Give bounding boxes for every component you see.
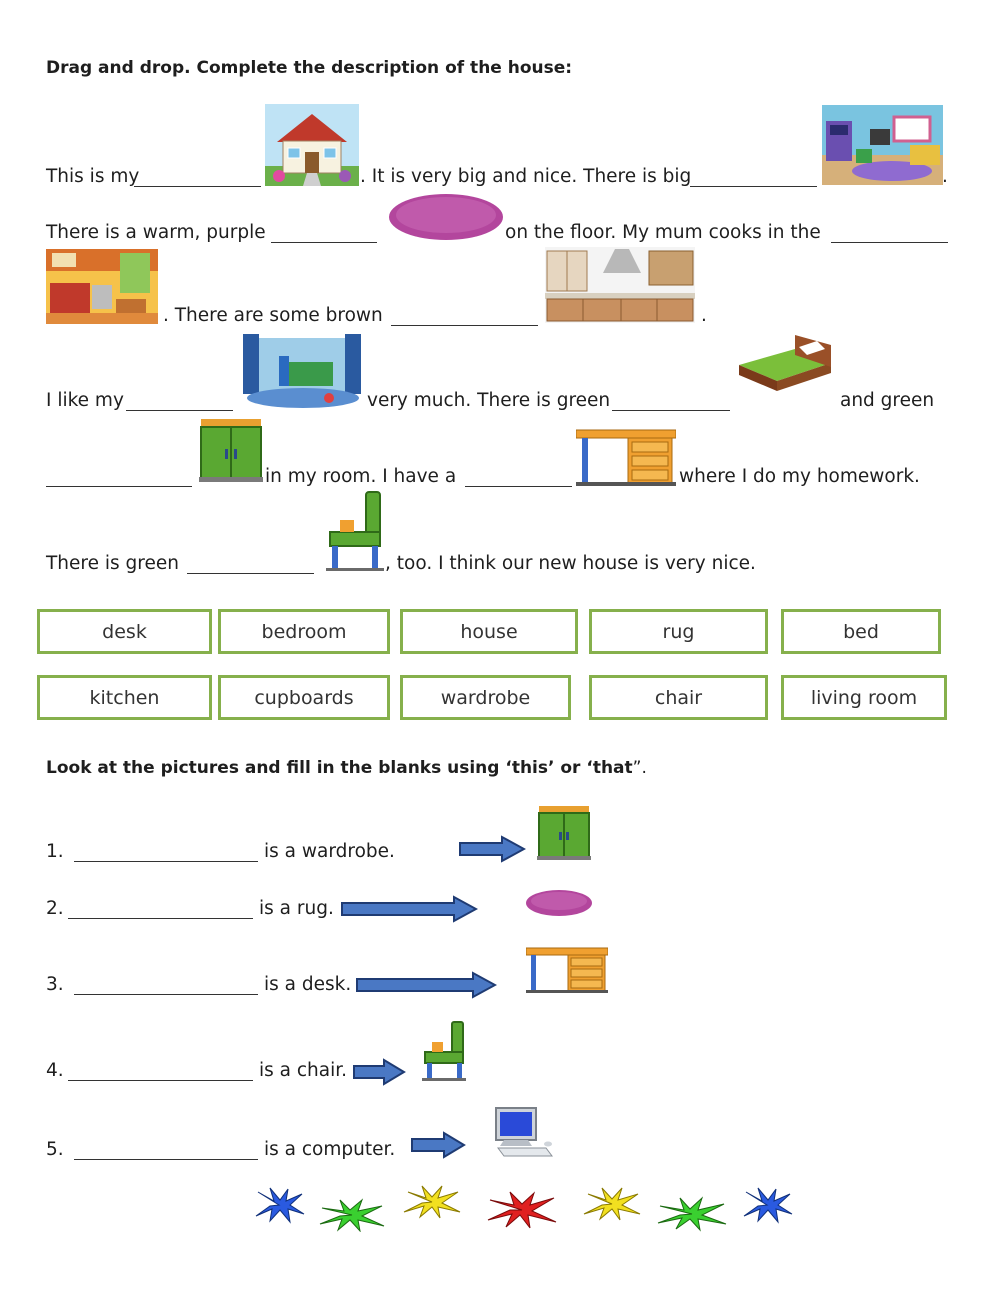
blue-splat-icon [740,1186,794,1224]
arrow-right-icon [340,895,478,923]
word-chip-wardrobe[interactable]: wardrobe [400,675,571,720]
word-chip-bedroom[interactable]: bedroom [218,609,390,654]
chair-image [326,490,384,572]
text-line4a: I like my [46,390,124,411]
arrow-right-icon [352,1058,406,1086]
item2-blank[interactable] [68,918,253,919]
item4-blank[interactable] [68,1080,253,1081]
text-line3b: . [701,305,707,326]
section2-heading-that: that [592,758,633,778]
blank-2[interactable] [690,186,817,187]
text-line6a: There is green [46,553,179,574]
desk-image [576,428,676,486]
blank-8[interactable] [46,486,192,487]
text-line5a: in my room. I have a [265,466,457,487]
word-chip-house[interactable]: house [400,609,578,654]
item3-text: is a desk. [264,974,352,995]
blank-7[interactable] [612,410,730,411]
green-splat-icon [656,1196,728,1232]
section2-heading-end: ”. [632,758,647,778]
text-line2b: on the floor. My mum cooks in the [505,222,821,243]
word-chip-cupboards[interactable]: cupboards [218,675,390,720]
blank-5[interactable] [391,325,538,326]
rug-image [525,888,593,918]
yellow-splat-icon [402,1184,462,1220]
text-line4b: very much. There is green [367,390,611,411]
arrow-right-icon [410,1131,466,1159]
section2-heading-main: Look at the pictures and fill in the blanks using ‘this’ or ‘ [46,758,593,778]
item5-blank[interactable] [74,1159,258,1160]
item5-number: 5. [46,1139,64,1160]
text-line1a: This is my [46,166,140,187]
kitchen-image [46,249,158,324]
item4-text: is a chair. [259,1060,348,1081]
wardrobe-image [199,417,263,483]
blank-9[interactable] [465,486,572,487]
word-chip-rug[interactable]: rug [589,609,768,654]
item1-number: 1. [46,841,64,862]
word-chip-bed[interactable]: bed [781,609,941,654]
green-splat-icon [318,1198,386,1232]
text-line1b: . It is very big and nice. There is big [360,166,692,187]
section1-heading: Drag and drop. Complete the description of the house: [46,58,573,78]
living-room-image [822,105,943,185]
text-line2a: There is a warm, purple [46,222,266,243]
yellow-splat-icon [582,1186,642,1222]
blank-4[interactable] [831,242,948,243]
blue-splat-icon [252,1186,306,1224]
word-chip-kitchen[interactable]: kitchen [37,675,212,720]
bedroom-image [243,332,361,410]
arrow-right-icon [458,835,526,863]
word-chip-chair[interactable]: chair [589,675,768,720]
chair-image [422,1020,466,1082]
text-line6b: , too. I think our new house is very nice. [385,553,756,574]
computer-image [490,1106,554,1160]
text-line3a: . There are some brown [163,305,383,326]
item2-number: 2. [46,898,64,919]
text-line4c: and green [840,390,935,411]
text-line5b: where I do my homework. [679,466,920,487]
house-image [265,104,359,186]
word-chip-desk[interactable]: desk [37,609,212,654]
section2-heading [46,758,647,778]
item5-text: is a computer. [264,1139,396,1160]
blank-10[interactable] [187,573,314,574]
blank-1[interactable] [134,186,261,187]
blank-3[interactable] [271,242,377,243]
desk-image [526,946,608,994]
cupboards-image [545,247,695,323]
arrow-right-icon [355,971,497,999]
item3-number: 3. [46,974,64,995]
wardrobe-image [537,804,591,860]
item1-blank[interactable] [74,861,258,862]
rug-image [387,192,505,242]
word-chip-living-room[interactable]: living room [781,675,947,720]
item4-number: 4. [46,1060,64,1081]
text-line1c: . [942,166,948,187]
red-splat-icon [486,1190,558,1230]
bed-image [737,331,833,393]
item2-text: is a rug. [259,898,334,919]
item1-text: is a wardrobe. [264,841,395,862]
item3-blank[interactable] [74,994,258,995]
blank-6[interactable] [126,410,233,411]
